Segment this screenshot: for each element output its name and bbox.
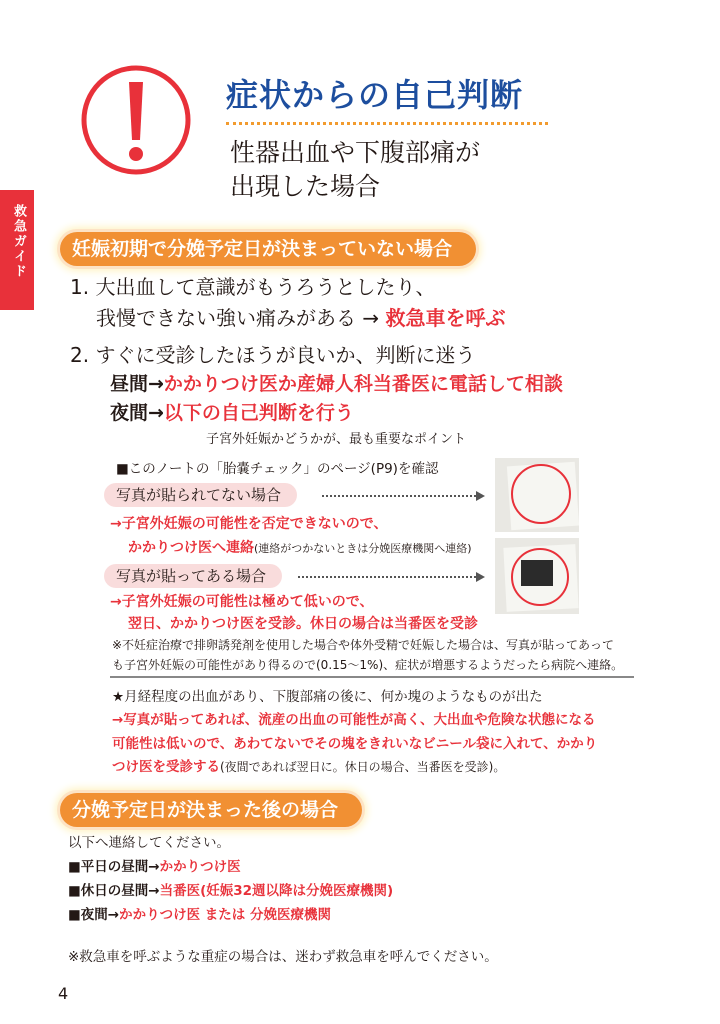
notebook-photo-with-ultrasound: [495, 538, 579, 614]
nighttime-label: 夜間→: [110, 402, 164, 424]
page-subtitle: [230, 136, 480, 204]
subtitle-line: 出現した場合: [230, 172, 381, 201]
contact-fallback-note: (連絡がつかないときは分娩医療機関へ連絡): [254, 542, 472, 555]
item1-line1: 1. 大出血して意識がもうろうとしたり、: [70, 275, 436, 299]
divider: [110, 676, 634, 678]
item1-line2-text: 我慢できない強い痛みがある →: [96, 306, 386, 330]
section1-heading: 妊娠初期で分娩予定日が決まっていない場合: [60, 232, 476, 266]
subtitle-line: 性器出血や下腹部痛が: [230, 138, 481, 167]
key-point-note: 子宮外妊娠かどうかが、最も重要なポイント: [206, 432, 467, 447]
ambulance-footer-note: ※救急車を呼ぶような重症の場合は、迷わず救急車を呼んでください。: [68, 949, 498, 965]
no-photo-line1: →子宮外妊娠の可能性を否定できないので、: [110, 516, 388, 532]
contact-row-night: ■夜間→かかりつけ医 または 分娩医療機関: [68, 907, 331, 923]
side-tab: [0, 190, 34, 310]
section2-intro: 以下へ連絡してください。: [68, 835, 230, 851]
page-title: 症状からの自己判断: [226, 76, 524, 114]
section2-heading: 分娩予定日が決まった後の場合: [60, 793, 362, 827]
daytime-action: かかりつけ医か産婦人科当番医に電話して相談: [163, 373, 563, 395]
star-note-line1: ★月経程度の出血があり、下腹部痛の後に、何か塊のようなものが出た: [112, 689, 543, 705]
see-doctor-note: (夜間であれば翌日に。休日の場合、当番医を受診)。: [220, 760, 506, 774]
pointer-line: [298, 576, 476, 578]
photo-line2: 翌日、かかりつけ医を受診。休日の場合は当番医を受診: [128, 616, 478, 632]
side-tab-label: 救急ガイド: [11, 204, 26, 279]
arrow-right-icon: [476, 491, 485, 501]
notebook-photo-empty: [495, 458, 579, 532]
see-doctor-emphasis: つけ医を受診する: [112, 759, 220, 775]
highlight-circle: [511, 548, 569, 606]
star-note-line4: [112, 756, 505, 778]
nighttime-action: 以下の自己判断を行う: [163, 402, 354, 424]
contact-row-holiday: ■休日の昼間→当番医(妊娠32週以降は分娩医療機関): [68, 883, 394, 899]
item1-line2: [96, 304, 505, 332]
daytime-label: 昼間→: [110, 373, 164, 395]
pointer-line: [322, 495, 476, 497]
star-note-line3: 可能性は低いので、あわてないでその塊をきれいなビニール袋に入れて、かかり: [112, 736, 598, 752]
no-photo-line2: [128, 538, 472, 559]
notebook-check-instruction: ■このノートの「胎嚢チェック」のページ(P9)を確認: [116, 461, 439, 477]
highlight-circle: [511, 464, 571, 524]
photo-case-pill: 写真が貼ってある場合: [104, 564, 282, 588]
item2-daytime: [110, 370, 563, 398]
contact-doctor-emphasis: かかりつけ医へ連絡: [128, 540, 254, 556]
footnote-line: ※不妊症治療で排卵誘発剤を使用した場合や体外受精で妊娠した場合は、写真が貼ってあって: [112, 638, 614, 652]
title-divider: [226, 122, 548, 125]
call-ambulance-emphasis: 救急車を呼ぶ: [385, 306, 506, 330]
footnote-line: も子宮外妊娠の可能性があり得るので(0.15〜1%)、症状が増悪するようだったら病院へ連絡。: [112, 658, 624, 672]
item2-nighttime: [110, 399, 354, 427]
arrow-right-icon: [476, 572, 485, 582]
star-note-line2: →写真が貼ってあれば、流産の出血の可能性が高く、大出血や危険な状態になる: [112, 712, 596, 728]
contact-row-weekday: ■平日の昼間→かかりつけ医: [68, 859, 241, 875]
photo-line1: →子宮外妊娠の可能性は極めて低いので、: [110, 594, 374, 610]
item2-line1: 2. すぐに受診したほうが良いか、判断に迷う: [70, 343, 476, 367]
no-photo-case-pill: 写真が貼られてない場合: [104, 483, 297, 507]
exclamation-warning-icon: [80, 64, 192, 176]
page-number: 4: [58, 984, 69, 1003]
